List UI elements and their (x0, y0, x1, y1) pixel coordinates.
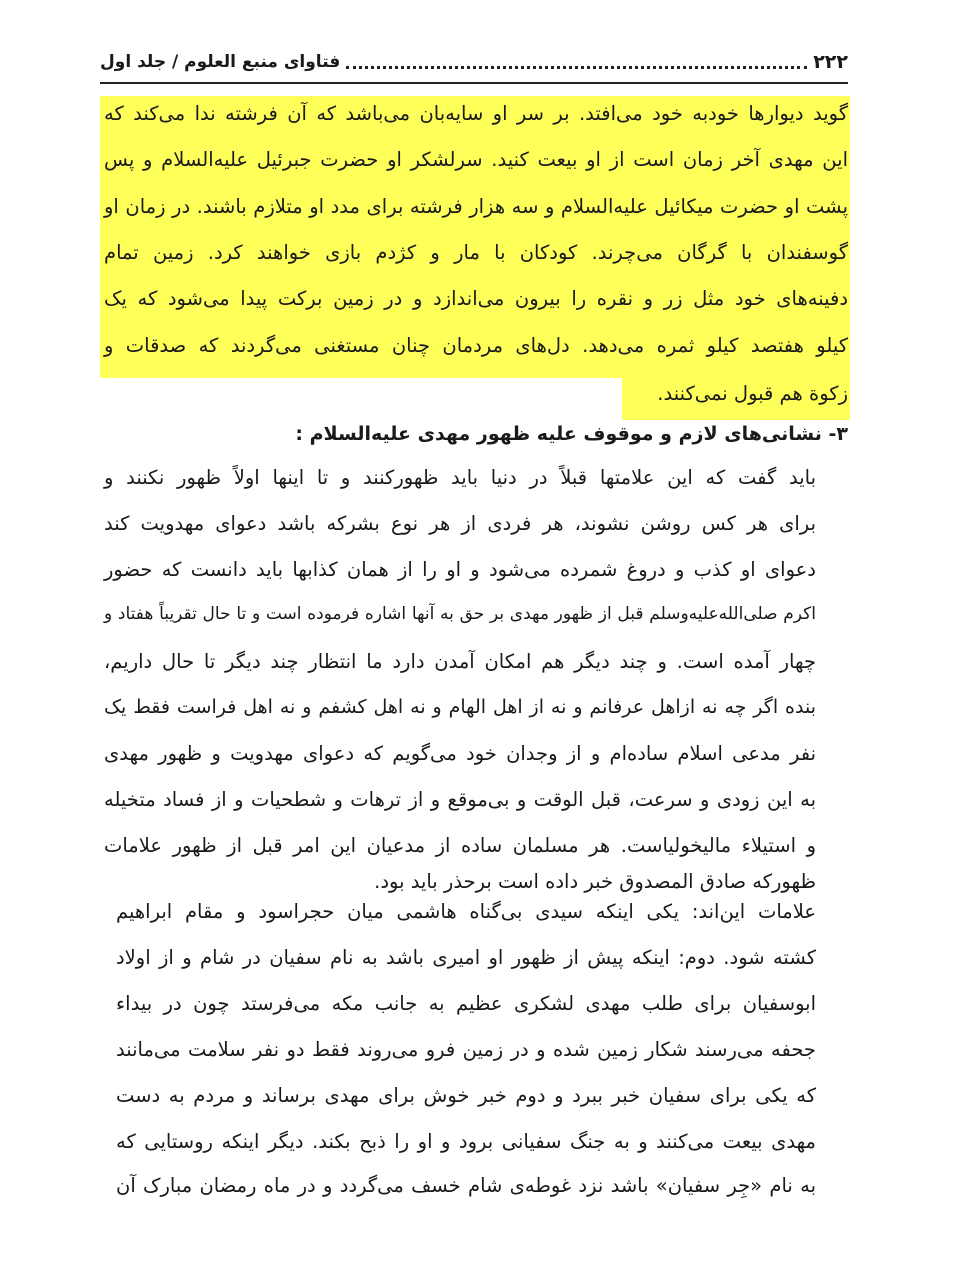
paragraph-line: برای هر کس روشن نشوند، هر فردی از هر نوع بشرکه باشد دعوای مهدویت کند (104, 512, 816, 535)
book-title: فتاوای منبع العلوم / جلد اول (100, 52, 341, 72)
paragraph-line: نفر مدعی اسلام ساده‌ام و از وجدان خود می‌گویم که دعوای مهدویت و ظهور مهدی (104, 742, 816, 765)
paragraph-2 (104, 466, 816, 896)
paragraph-line: این مهدی آخر زمان است از او بیعت کنید. سرلشکر او حضرت جبرئیل علیه‌السلام و پس (104, 148, 848, 171)
paragraph-line: زکوة هم قبول نمی‌کنند. (657, 382, 848, 405)
paragraph-line: بنده اگر چه نه ازاهل عرفانم و نه از اهل الهام و نه اهل کشفم و نه اهل فراست فقط یک (104, 696, 816, 718)
paragraph-line: گوید دیوارها خودبه خود می‌افتد. بر سر او سایه‌بان می‌باشد که آن فرشته ندا می‌کند که (104, 102, 848, 125)
paragraph-line: باید گفت که این علامتها قبلاً در دنیا باید ظهورکنند و تا اینها اولاً ظهور نکنند و (104, 466, 816, 489)
paragraph-line: گوسفندان با گرگان می‌چرند. کودکان با مار و کژدم بازی خواهند کرد. زمین تمام (104, 241, 848, 264)
paragraph-line: چهار آمده است. و چند دیگر هم امکان آمدن دارد ما انتظار چند دیگر تا حال داریم، (104, 650, 816, 673)
paragraph-line: به نام «جِر سفیان» باشد نزد غوطه‌ی شام خسف می‌گردد و در ماه رمضان مبارک آن (116, 1174, 816, 1197)
paragraph-line: اکرم صلی‌الله‌علیه‌وسلم قبل از ظهور مهدی بر حق به آنها اشاره فرموده است و تا حال تقریباً هفتاد و (104, 604, 816, 624)
paragraph-line: که یکی برای سفیان خبر ببرد و دوم خبر خوش برای مهدی برساند و مردم به دست (116, 1084, 816, 1107)
paragraph-line: پشت او حضرت میکائیل علیه‌السلام و سه هزار فرشته برای مدد او متلازم باشند. در زمان او (104, 195, 848, 218)
page-number: ۲۲۲ (813, 51, 848, 73)
highlighted-paragraph (104, 96, 848, 426)
header-dotted-leader (346, 56, 807, 69)
paragraph-line: مهدی بیعت می‌کنند و به جنگ سفیانی برود و او را ذبح بکند. دیگر اینکه روستایی که (116, 1130, 816, 1153)
section-heading: ۳- نشانی‌های لازم و موقوف علیه ظهور مهدی علیه‌السلام : (295, 423, 848, 445)
paragraph-3 (116, 900, 816, 1230)
paragraph-line: به این زودی و سرعت، قبل الوقت و بی‌موقع و از ترهات و شطحیات و از فساد متخیله (104, 788, 816, 811)
paragraph-line: ابوسفیان برای طلب مهدی لشکری عظیم به جانب مکه می‌فرستد چون در بیداء (116, 992, 816, 1015)
paragraph-line: کشته شود. دوم: اینکه پیش از ظهور او امیری باشد به نام سفیان در شام و از اولاد (116, 946, 816, 969)
paragraph-line: جحفه می‌رسند شکار زمین شده و در زمین فرو می‌روند فقط دو نفر سلامت می‌مانند (116, 1038, 816, 1061)
paragraph-line: و استیلاء مالیخولیاست. هر مسلمان ساده از مدعیان این امر قبل از ظهور علامات (104, 834, 816, 857)
paragraph-line: دفینه‌های خود مثل زر و نقره را بیرون می‌اندازد و در زمین برکت پیدا می‌شود که یک (104, 287, 848, 310)
page-header (100, 42, 848, 84)
paragraph-line: کیلو هفتصد کیلو ثمره می‌دهد. دل‌های مردمان چنان مستغنی می‌گردند که صدقات و (104, 334, 848, 357)
paragraph-line: ظهورکه صادق المصدوق خبر داده است برحذر باید بود. (374, 870, 816, 893)
paragraph-line: دعوای او کذب و دروغ شمرده می‌شود و او را از همان کذابها باید دانست که حضور (104, 558, 816, 581)
paragraph-line: علامات این‌اند: یکی اینکه سیدی بی‌گناه هاشمی میان حجراسود و مقام ابراهیم (116, 900, 816, 923)
